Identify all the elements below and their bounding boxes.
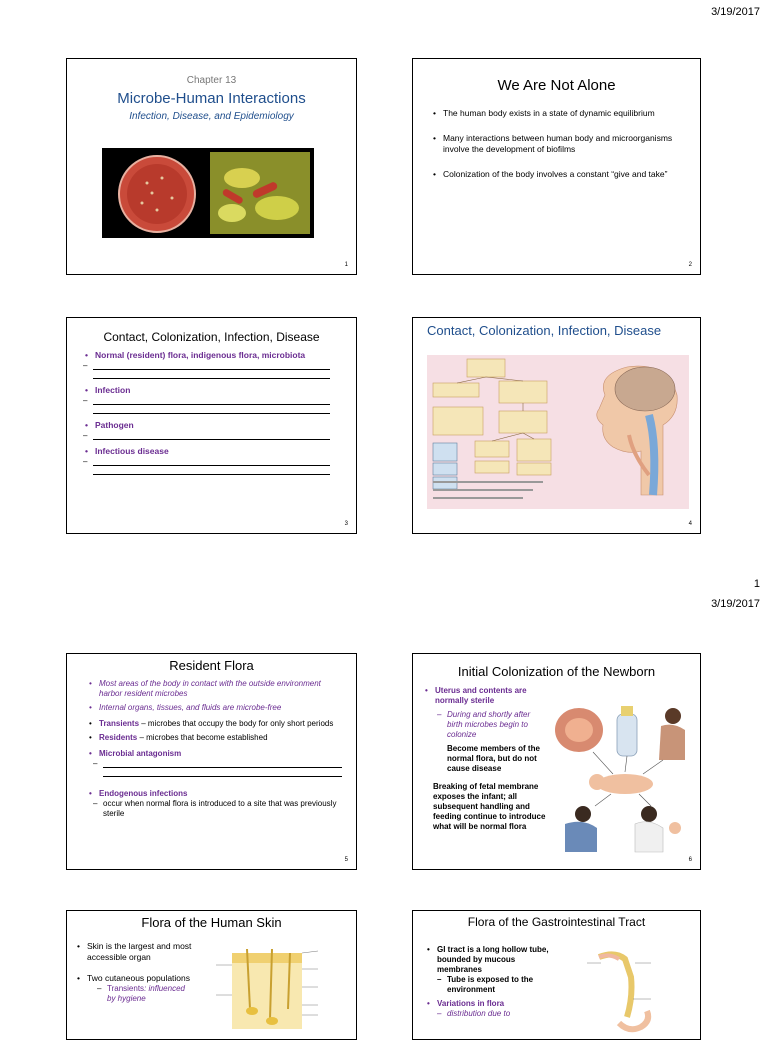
blank-line bbox=[93, 759, 342, 768]
bullet: • Colonization of the body involves a constant “give and take” bbox=[431, 169, 682, 180]
blank-line bbox=[83, 457, 330, 466]
slide-5 bbox=[66, 653, 357, 870]
bullet: • Microbial antagonism bbox=[87, 749, 342, 759]
slide-title: Resident Flora bbox=[169, 658, 254, 673]
bullet: • Variations in flora bbox=[425, 999, 555, 1009]
slide-1 bbox=[66, 58, 357, 275]
colonization-diagram bbox=[427, 355, 689, 509]
slide-7 bbox=[66, 910, 357, 1040]
sub-bullet: – During and shortly after birth microbes begin to colonize bbox=[437, 710, 547, 740]
bullet: • Many interactions between human body and microorganisms involve the development of biofilms bbox=[431, 133, 682, 155]
definition: – microbes that become established bbox=[137, 733, 268, 742]
sub-bullet bbox=[97, 984, 195, 1004]
bullet: • Internal organs, tissues, and fluids are microbe-free bbox=[87, 703, 342, 713]
slide-title: Flora of the Human Skin bbox=[141, 915, 282, 930]
bullet bbox=[87, 733, 342, 743]
sub-bullet: – distribution due to bbox=[437, 1009, 555, 1019]
blank-line bbox=[83, 361, 330, 370]
bullet: • Uterus and contents are normally sterile bbox=[423, 686, 547, 706]
page-number: 1 bbox=[753, 578, 760, 590]
bullet-list bbox=[423, 686, 547, 832]
bullet-list bbox=[87, 679, 342, 819]
bullet: Become members of the normal flora, but do not cause disease bbox=[447, 744, 540, 773]
blank-line bbox=[93, 370, 330, 379]
slide-number: 6 bbox=[688, 857, 692, 863]
slide-number: 5 bbox=[344, 857, 348, 863]
term: • Normal (resident) flora, indigenous flora, microbiota bbox=[83, 350, 330, 361]
blank-line bbox=[83, 431, 330, 440]
newborn-figure bbox=[553, 700, 693, 860]
sub-bullet: – occur when normal flora is introduced to a site that was previously sterile bbox=[93, 799, 342, 819]
term: • Infection bbox=[83, 385, 330, 396]
slide-number: 2 bbox=[688, 262, 692, 268]
slide-number: 4 bbox=[688, 521, 692, 527]
slide-title: Contact, Colonization, Infection, Disease bbox=[103, 330, 320, 344]
blank-line bbox=[93, 466, 330, 475]
blank-line bbox=[103, 768, 342, 777]
bullet: • GI tract is a long hollow tube, bounded by mucous membranes bbox=[425, 945, 555, 975]
term: Residents bbox=[99, 733, 138, 742]
slide-title: We Are Not Alone bbox=[497, 77, 616, 94]
slide-title: Microbe-Human Interactions bbox=[117, 90, 306, 107]
chapter-label: Chapter 13 bbox=[186, 75, 237, 86]
bullet-list bbox=[431, 108, 682, 180]
bullet-list bbox=[75, 941, 195, 1004]
sub-bullet: – Tube is exposed to the environment bbox=[437, 975, 555, 995]
definition: : influenced by hygiene bbox=[107, 984, 185, 1003]
slide-2 bbox=[412, 58, 701, 275]
term-list bbox=[83, 350, 330, 475]
term: • Infectious disease bbox=[83, 446, 330, 457]
page-date-top: 3/19/2017 bbox=[711, 6, 760, 18]
slide-4 bbox=[412, 317, 701, 534]
page-date-second: 3/19/2017 bbox=[711, 598, 760, 610]
bullet: • The human body exists in a state of dynamic equilibrium bbox=[431, 108, 682, 119]
slide-3 bbox=[66, 317, 357, 534]
blank-line bbox=[93, 405, 330, 414]
term: • Pathogen bbox=[83, 420, 330, 431]
bullet: • Two cutaneous populations bbox=[75, 973, 195, 984]
bullet: • Skin is the largest and most accessible organ bbox=[75, 941, 195, 963]
bullet: • Most areas of the body in contact with the outside environment harbor resident microbes bbox=[87, 679, 342, 699]
bullet: Breaking of fetal membrane exposes the infant; all subsequent handling and feeding continue to introduce what will be normal flora bbox=[433, 782, 546, 831]
slide-number: 3 bbox=[344, 521, 348, 527]
bullet: • Endogenous infections bbox=[87, 789, 342, 799]
skin-diagram bbox=[202, 949, 352, 1029]
term: Transients bbox=[99, 719, 140, 728]
slide-subtitle: Infection, Disease, and Epidemiology bbox=[129, 111, 294, 122]
microbe-images bbox=[102, 148, 314, 238]
slide-title: Initial Colonization of the Newborn bbox=[457, 664, 656, 679]
bullet bbox=[87, 719, 342, 729]
blank-line bbox=[83, 396, 330, 405]
definition: – microbes that occupy the body for only short periods bbox=[139, 719, 334, 728]
slide-6 bbox=[412, 653, 701, 870]
slide-number: 1 bbox=[344, 262, 348, 268]
slide-title: Flora of the Gastrointestinal Tract bbox=[467, 915, 646, 929]
slide-title: Contact, Colonization, Infection, Disease bbox=[427, 323, 662, 338]
slide-8 bbox=[412, 910, 701, 1040]
bullet-list bbox=[425, 945, 555, 1019]
term: Transients bbox=[107, 984, 145, 993]
